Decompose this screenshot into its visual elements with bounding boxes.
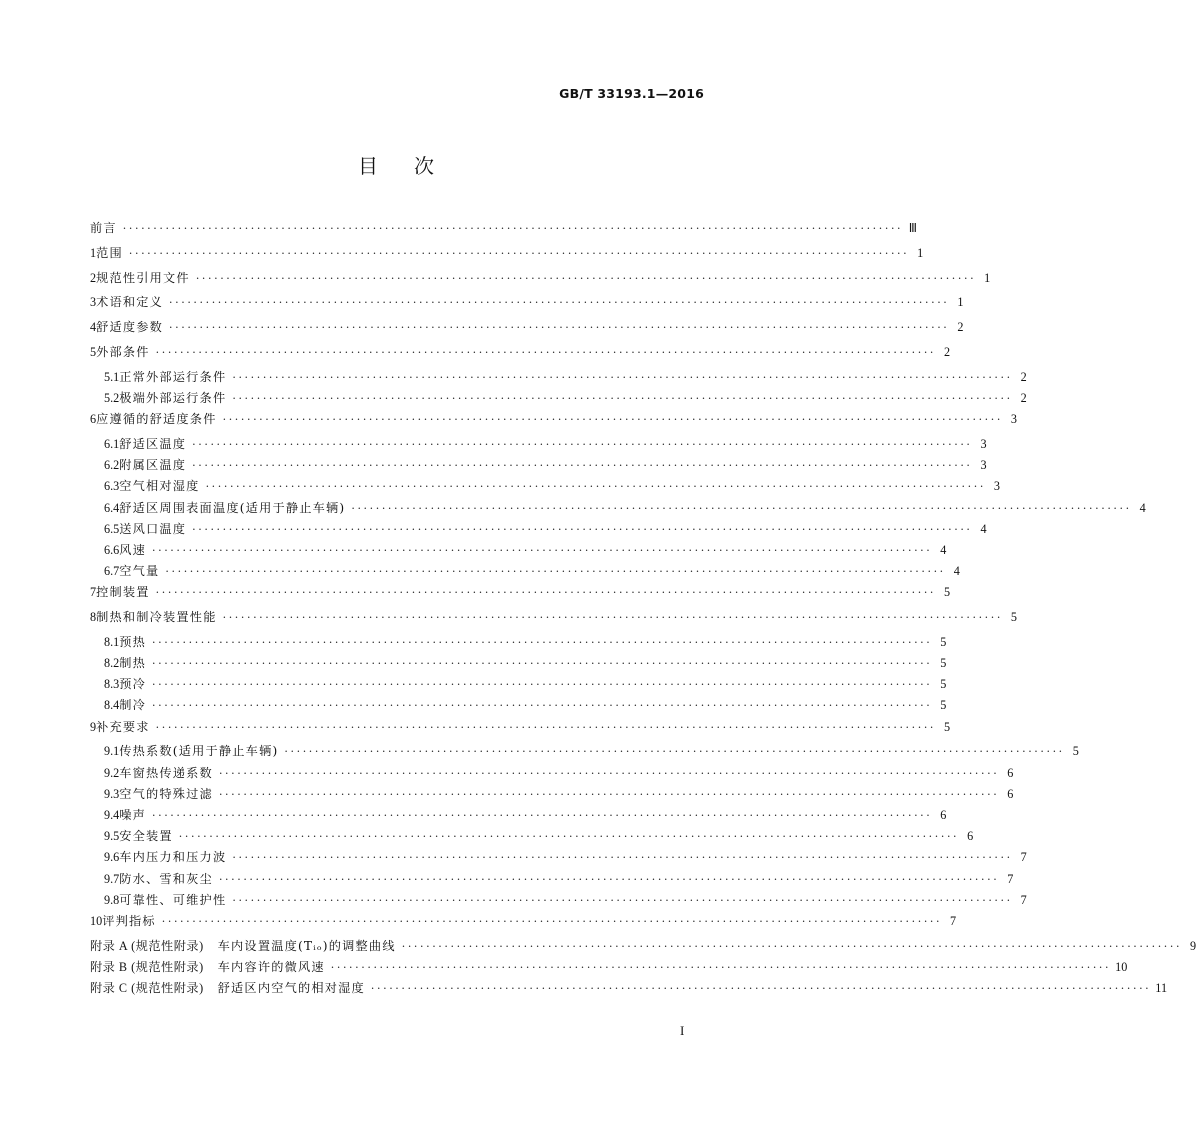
toc-entry[interactable]	[90, 870, 1014, 891]
toc-leader-dots: ································································································································	[222, 611, 1003, 625]
page-title	[0, 150, 794, 179]
toc-entry-number: 9.1	[104, 744, 120, 759]
toc-entry-number: 6.7	[104, 564, 120, 579]
toc-entry-number: 8.3	[104, 677, 120, 692]
toc-entry-number: 10	[90, 913, 103, 928]
toc-entry-number: 5.2	[104, 390, 120, 405]
toc-entry-number: 9.5	[104, 829, 120, 844]
toc-entry-number: 9.4	[104, 807, 120, 822]
toc-leader-dots: ································································································································	[192, 437, 973, 451]
toc-entry-label: 可靠性、可维护性	[119, 892, 227, 907]
toc-entry-page: 6	[1007, 765, 1014, 780]
toc-entry-label: 预冷	[119, 677, 147, 692]
toc-entry-number: 1	[90, 245, 97, 260]
toc-entry-label: 评判指标	[102, 913, 156, 928]
toc-entry-page: 7	[1020, 892, 1027, 907]
toc-entry[interactable]	[90, 979, 1168, 1000]
toc-entry-page: 4	[953, 564, 960, 579]
toc-leader-dots: ································································································································	[152, 543, 933, 557]
toc-entry-number: 6.4	[104, 500, 120, 515]
toc-entry[interactable]	[90, 696, 947, 717]
toc-entry[interactable]	[90, 583, 951, 608]
toc-entry-page: 1	[957, 295, 964, 310]
toc-leader-dots: ································································································································	[330, 960, 1112, 974]
toc-entry-label: 前言	[90, 221, 117, 235]
toc-entry[interactable]	[90, 848, 1027, 869]
toc-entry[interactable]	[90, 562, 960, 583]
toc-entry-page: 7	[1020, 850, 1027, 865]
toc-entry-page: 1	[984, 270, 991, 285]
toc-entry-label: 车内容许的微风速	[217, 959, 325, 974]
toc-entry-page: 2	[1020, 390, 1027, 405]
toc-entry-page: 5	[940, 677, 947, 692]
toc-entry-label: 制热和制冷装置性能	[96, 610, 217, 625]
toc-entry[interactable]	[90, 343, 951, 368]
toc-entry-page: 3	[980, 458, 987, 473]
toc-entry-label: 车内设置温度(Tᵢₒ)的调整曲线	[217, 938, 396, 953]
toc-entry-label: 空气量	[119, 564, 160, 579]
toc-entry[interactable]	[90, 541, 947, 562]
toc-entry[interactable]	[90, 654, 947, 675]
toc-leader-dots: ································································································································	[232, 893, 1013, 907]
toc-entry-label: 舒适区内空气的相对湿度	[217, 981, 365, 996]
toc-entry-number: 附录 C (规范性附录)	[90, 981, 204, 996]
toc-entry-label: 空气的特殊过滤	[119, 786, 213, 801]
toc-entry-page: 5	[943, 585, 951, 600]
toc-entry-number: 7	[90, 585, 97, 600]
toc-entry[interactable]	[90, 499, 1146, 520]
toc-entry-label: 补充要求	[96, 719, 150, 734]
toc-entry-page: 3	[980, 436, 987, 451]
toc-entry-label: 应遵循的舒适度条件	[96, 412, 217, 427]
toc-entry-label: 传热系数(适用于静止车辆)	[119, 744, 279, 759]
toc-entry-number: 4	[90, 320, 97, 335]
toc-entry-number: 8.1	[104, 634, 120, 649]
toc-entry-label: 制热	[119, 656, 147, 671]
toc-entry[interactable]	[90, 435, 987, 456]
toc-entry-label: 控制装置	[96, 585, 150, 600]
toc-entry-page: 4	[980, 521, 987, 536]
toc-entry-number: 2	[90, 270, 97, 285]
toc-leader-dots: ································································································································	[195, 271, 977, 285]
toc-entry-page: 1	[917, 245, 924, 260]
toc-leader-dots: ································································································································	[178, 830, 960, 844]
toc-entry-label: 正常外部运行条件	[119, 369, 227, 384]
title-part-1: 目	[358, 154, 380, 178]
toc-leader-dots: ································································································································	[152, 657, 933, 671]
toc-entry-number: 附录 B (规范性附录)	[90, 959, 204, 974]
toc-entry-number: 8.4	[104, 698, 120, 713]
toc-entry-label: 空气相对湿度	[119, 479, 200, 494]
toc-leader-dots: ································································································································	[152, 808, 933, 822]
toc-entry[interactable]	[90, 806, 947, 827]
toc-entry-number: 9.3	[104, 786, 120, 801]
toc-leader-dots: ································································································································	[232, 370, 1013, 384]
toc-entry-page: 5	[940, 656, 947, 671]
toc-leader-dots: ································································································································	[232, 391, 1013, 405]
toc-entry-page: 3	[993, 479, 1000, 494]
toc-entry[interactable]	[90, 244, 924, 269]
toc-entry[interactable]	[90, 633, 947, 654]
toc-entry[interactable]	[90, 785, 1014, 806]
toc-entry-page: 5	[1072, 744, 1079, 759]
toc-entry[interactable]	[90, 410, 1017, 435]
toc-entry[interactable]	[90, 912, 957, 937]
toc-entry-number: 6.1	[104, 436, 120, 451]
toc-leader-dots: ································································································································	[401, 939, 1183, 953]
toc-entry[interactable]	[90, 389, 1027, 410]
toc-entry-page: 5	[940, 698, 947, 713]
toc-entry[interactable]	[90, 318, 964, 343]
toc-entry[interactable]	[90, 219, 918, 244]
toc-entry-number: 9.8	[104, 892, 120, 907]
toc-leader-dots: ································································································································	[370, 982, 1152, 996]
toc-entry-label: 制冷	[119, 698, 147, 713]
toc-entry-label: 舒适区周围表面温度(适用于静止车辆)	[119, 500, 346, 515]
toc-entry-label: 安全装置	[119, 829, 173, 844]
standard-code: GB/T 33193.1—2016	[559, 86, 704, 101]
toc-entry-page: 2	[957, 320, 964, 335]
toc-entry-page: 6	[1007, 786, 1014, 801]
toc-entry[interactable]	[90, 937, 1196, 958]
toc-leader-dots: ································································································································	[128, 246, 910, 260]
toc-entry-page: Ⅲ	[908, 221, 918, 235]
toc-entry-label: 噪声	[119, 807, 147, 822]
toc-leader-dots: ································································································································	[169, 321, 950, 335]
toc-entry-label: 车窗热传递系数	[119, 765, 213, 780]
toc-entry-number: 3	[90, 295, 97, 310]
toc-leader-dots: ································································································································	[155, 345, 937, 359]
toc-entry[interactable]	[90, 293, 964, 318]
toc-entry[interactable]	[90, 958, 1128, 979]
toc-leader-dots: ································································································································	[152, 678, 933, 692]
toc-entry-page: 11	[1155, 981, 1168, 996]
toc-entry-number: 9.7	[104, 871, 120, 886]
toc-entry[interactable]	[90, 608, 1017, 633]
toc-leader-dots: ································································································································	[218, 766, 1000, 780]
toc-entry-page: 2	[1020, 369, 1027, 384]
toc-leader-dots: ································································································································	[222, 413, 1003, 427]
toc-entry[interactable]	[90, 520, 987, 541]
toc-entry-page: 10	[1115, 959, 1128, 974]
toc-entry-label: 规范性引用文件	[96, 270, 190, 285]
toc-entry-label: 术语和定义	[96, 295, 164, 310]
toc-entry-number: 6.6	[104, 542, 120, 557]
toc-entry-number: 6	[90, 412, 97, 427]
toc-leader-dots: ································································································································	[205, 480, 986, 494]
toc-leader-dots: ································································································································	[122, 222, 904, 235]
toc-entry-label: 极端外部运行条件	[119, 390, 227, 405]
toc-entry[interactable]	[90, 742, 1079, 763]
toc-leader-dots: ································································································································	[351, 501, 1132, 515]
toc-leader-dots: ································································································································	[218, 872, 1000, 886]
toc-entry-page: 7	[950, 913, 957, 928]
toc-leader-dots: ································································································································	[152, 699, 933, 713]
toc-entry-number: 5	[90, 344, 97, 359]
toc-entry-label: 防水、雪和灰尘	[119, 871, 213, 886]
toc-entry-number: 6.2	[104, 458, 120, 473]
toc-entry-page: 5	[940, 634, 947, 649]
toc-entry-page: 5	[943, 719, 951, 734]
toc-entry-label: 附属区温度	[119, 458, 187, 473]
toc-leader-dots: ································································································································	[155, 720, 937, 734]
toc-entry-number: 8	[90, 610, 97, 625]
toc-entry[interactable]	[90, 891, 1027, 912]
toc-entry-page: 6	[967, 829, 974, 844]
toc-entry[interactable]	[90, 368, 1027, 389]
toc-entry-number: 8.2	[104, 656, 120, 671]
toc-leader-dots: ································································································································	[192, 522, 973, 536]
toc-entry[interactable]	[90, 456, 987, 477]
toc-entry-page: 4	[1139, 500, 1146, 515]
toc-entry-page: 4	[940, 542, 947, 557]
toc-entry[interactable]	[90, 827, 974, 848]
toc-entry-number: 附录 A (规范性附录)	[90, 938, 204, 953]
toc-entry-label: 舒适度参数	[96, 320, 164, 335]
toc-entry-label: 送风口温度	[119, 521, 187, 536]
toc-entry[interactable]	[90, 764, 1014, 785]
toc-entry-label: 风速	[119, 542, 147, 557]
toc-entry-page: 3	[1010, 412, 1017, 427]
toc-leader-dots: ································································································································	[152, 635, 933, 649]
toc-leader-dots: ································································································································	[218, 787, 1000, 801]
toc-entry-page: 6	[940, 807, 947, 822]
toc-entry-page: 9	[1190, 938, 1196, 953]
toc-leader-dots: ································································································································	[169, 296, 950, 310]
toc-leader-dots: ································································································································	[232, 851, 1013, 865]
toc-entry-number: 9.6	[104, 850, 120, 865]
toc-entry-page: 5	[1010, 610, 1017, 625]
toc-entry-label: 预热	[119, 634, 147, 649]
table-of-contents	[90, 219, 1196, 1000]
footer-page-number: I	[680, 1023, 685, 1038]
toc-entry-page: 7	[1007, 871, 1014, 886]
toc-entry[interactable]	[90, 477, 1000, 498]
toc-entry[interactable]	[90, 675, 947, 696]
toc-entry-label: 范围	[96, 245, 123, 260]
toc-leader-dots: ································································································································	[192, 459, 973, 473]
toc-leader-dots: ································································································································	[155, 586, 937, 600]
toc-entry-number: 5.1	[104, 369, 120, 384]
toc-entry-label: 舒适区温度	[119, 436, 187, 451]
toc-leader-dots: ································································································································	[165, 565, 946, 579]
toc-entry[interactable]	[90, 269, 991, 294]
toc-entry-number: 9.2	[104, 765, 120, 780]
toc-entry-label: 外部条件	[96, 344, 150, 359]
toc-entry-number: 9	[90, 719, 97, 734]
toc-entry-number: 6.5	[104, 521, 120, 536]
toc-leader-dots: ································································································································	[161, 914, 943, 928]
toc-leader-dots: ································································································································	[284, 745, 1065, 759]
toc-entry-number: 6.3	[104, 479, 120, 494]
title-part-2: 次	[414, 154, 436, 178]
toc-entry-page: 2	[943, 344, 951, 359]
toc-entry[interactable]	[90, 718, 951, 743]
toc-entry-label: 车内压力和压力波	[119, 850, 227, 865]
